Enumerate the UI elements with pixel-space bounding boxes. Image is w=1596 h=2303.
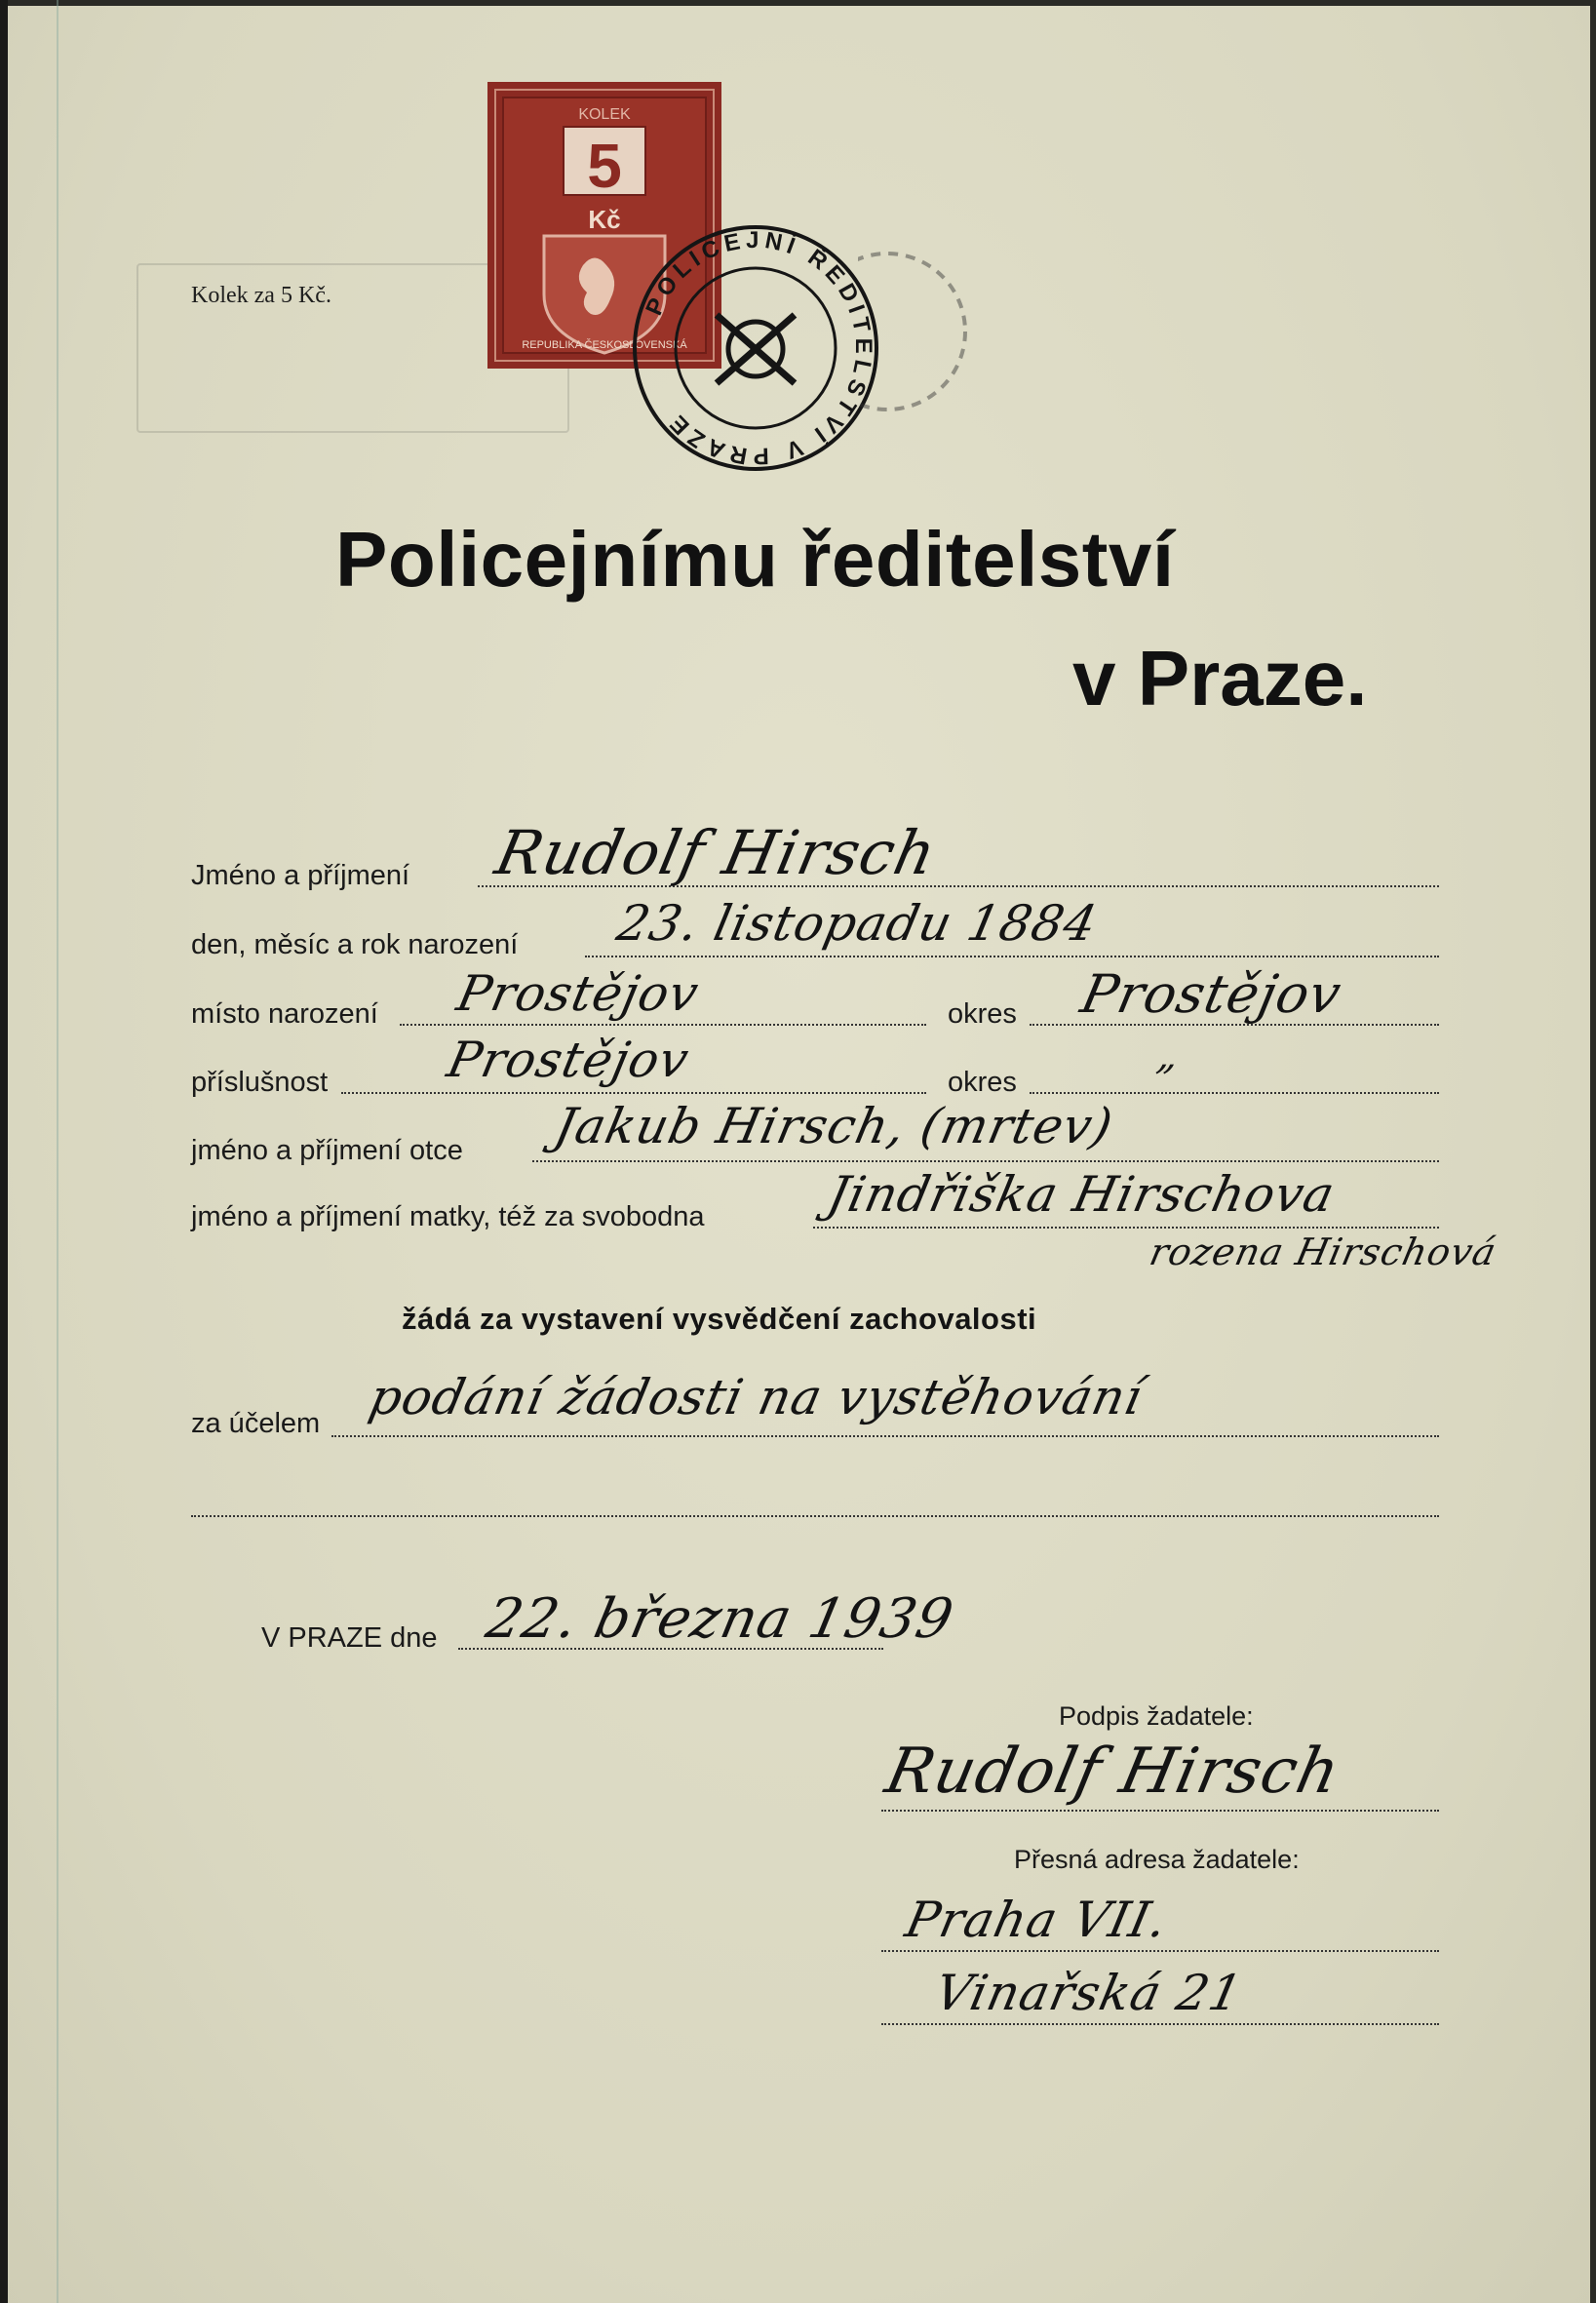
purpose-line [331, 1435, 1439, 1437]
address-line-1 [881, 1950, 1439, 1952]
scan-edge-top [0, 0, 1596, 6]
request-text: žádá za vystavení vysvědčení zachovalosti [402, 1302, 1037, 1336]
stamp-top-text: KOLEK [578, 106, 631, 123]
signature-value: Rudolf Hirsch [879, 1736, 1347, 1808]
addressee-title: Policejnímu ředitelství [335, 516, 1175, 603]
birth-label: den, měsíc a rok narození [191, 929, 519, 960]
faded-postmark [858, 244, 1024, 419]
address-label: Přesná adresa žadatele: [1014, 1845, 1300, 1874]
father-label: jméno a příjmení otce [191, 1135, 463, 1166]
signature-line [881, 1810, 1439, 1812]
date-value: 22. března 1939 [481, 1587, 959, 1651]
stamp-bottom-text: REPUBLIKA ČESKOSLOVENSKÁ [522, 339, 687, 351]
birth-line [585, 956, 1439, 957]
district-value-2: „ [1153, 1034, 1185, 1078]
address-value-1: Praha VII. [900, 1892, 1173, 1948]
birthplace-value: Prostějov [451, 965, 705, 1022]
postmark-ring-text: POLICEJNÍ ŘEDITELSTVÍ V PRAZE [641, 226, 877, 470]
father-value: Jakub Hirsch, (mrtev) [549, 1098, 1118, 1154]
domicile-label: příslušnost [191, 1067, 329, 1098]
mother-value-maiden: rozena Hirschová [1146, 1230, 1501, 1273]
district-label-2: okres [948, 1067, 1017, 1098]
birthplace-label: místo narození [191, 998, 378, 1030]
addressee-city: v Praze. [1072, 635, 1368, 722]
stamp-currency: Kč [588, 205, 621, 234]
purpose-line-2 [191, 1515, 1439, 1517]
postmark-emblem-icon [717, 315, 795, 383]
kolek-label: Kolek za 5 Kč. [191, 283, 331, 308]
district-label-1: okres [948, 998, 1017, 1030]
name-value: Rudolf Hirsch [489, 817, 943, 888]
scan-edge-left [0, 0, 8, 2303]
domicile-value: Prostějov [442, 1032, 695, 1088]
address-line-2 [881, 2023, 1439, 2025]
stamp-value: 5 [587, 131, 622, 201]
purpose-value: podání žádosti na vystěhování [364, 1369, 1148, 1425]
father-line [532, 1160, 1439, 1162]
mother-value: Jindřiška Hirschova [822, 1166, 1341, 1223]
address-value-2: Vinařská 21 [929, 1965, 1248, 2021]
mother-label: jméno a příjmení matky, též za svobodna [191, 1201, 705, 1232]
birth-value: 23. listopadu 1884 [611, 895, 1103, 952]
birthplace-line [400, 1024, 926, 1026]
place-label: V PRAZE dne [261, 1622, 438, 1654]
paper-fold-line [57, 0, 58, 2303]
district-value-1: Prostějov [1075, 963, 1347, 1025]
mother-line [813, 1227, 1439, 1229]
police-postmark [624, 222, 887, 474]
district-line-2 [1030, 1092, 1439, 1094]
signature-label: Podpis žadatele: [1059, 1701, 1254, 1731]
name-label: Jméno a příjmení [191, 860, 410, 891]
scan-edge-right [1590, 0, 1596, 2303]
domicile-line [341, 1092, 926, 1094]
purpose-label: za účelem [191, 1408, 321, 1439]
